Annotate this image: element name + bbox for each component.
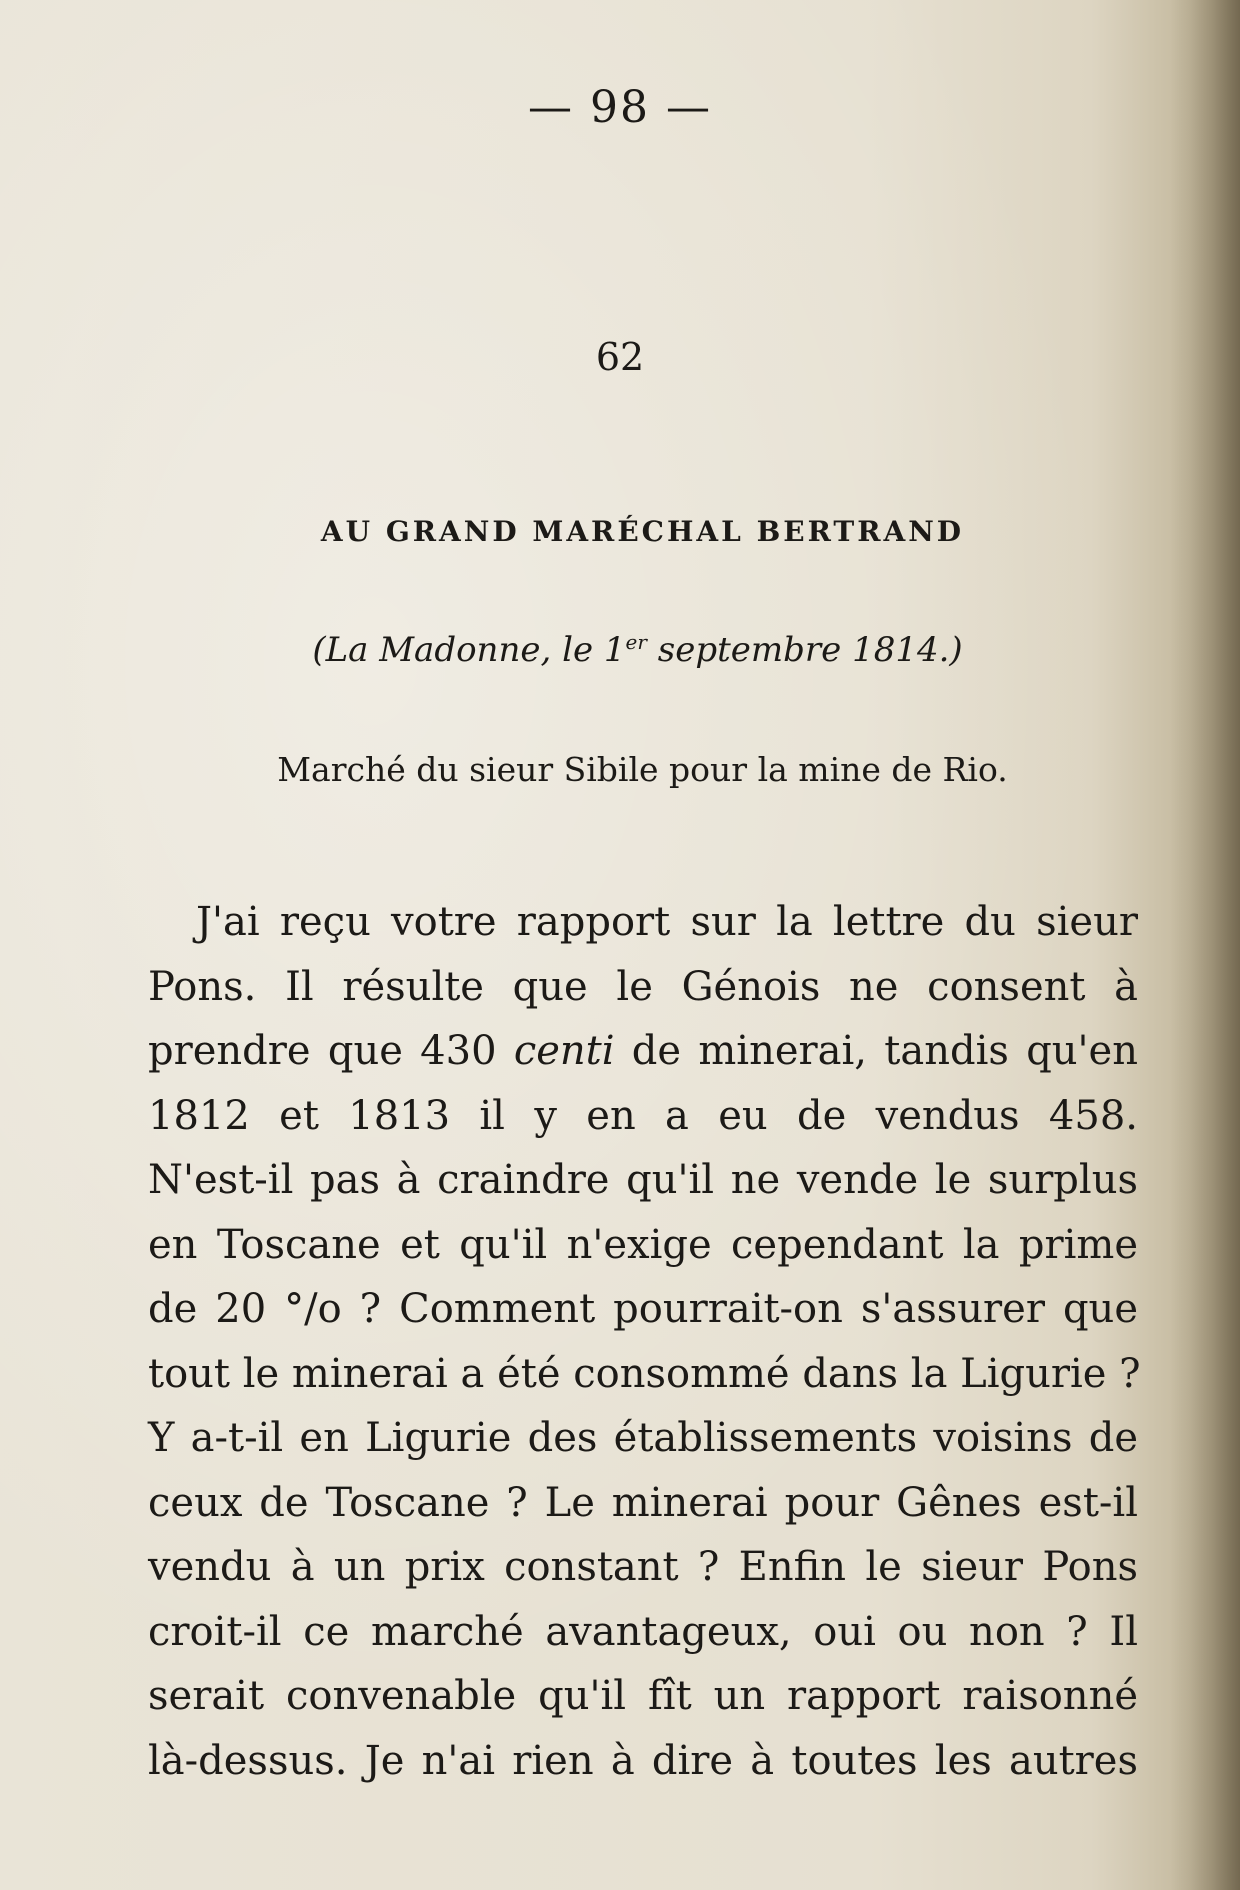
letter-subject: Marché du sieur Sibile pour la mine de Rio. bbox=[277, 750, 1008, 789]
body-line: Y a-t-il en Ligurie des établissements voisins de bbox=[148, 1415, 1138, 1461]
body-line: N'est-il pas à craindre qu'il ne vende le surplus bbox=[148, 1157, 1138, 1203]
letter-dateline bbox=[0, 630, 1240, 670]
letter-body bbox=[148, 890, 1141, 1793]
page-number: — 98 — bbox=[528, 82, 712, 133]
dateline-month-year: septembre 1814. bbox=[657, 630, 950, 670]
body-line: 1812 et 1813 il y en a eu de vendus 458. bbox=[148, 1092, 1138, 1139]
body-line: J'ai reçu votre rapport sur la lettre du sieur bbox=[196, 899, 1138, 945]
dateline-le: le bbox=[562, 630, 594, 670]
italic-word: centi bbox=[513, 1028, 615, 1074]
body-line: croit-il ce marché avantageux, oui ou non ? Il bbox=[148, 1608, 1138, 1655]
body-line: là-dessus. Je n'ai rien à dire à toutes les autres bbox=[148, 1737, 1138, 1784]
body-line: ceux de Toscane ? Le minerai pour Gênes est-il bbox=[148, 1479, 1138, 1526]
dateline-open-paren: ( bbox=[312, 630, 326, 670]
dateline-place: La Madonne, bbox=[325, 630, 552, 670]
body-line: Pons. Il résulte que le Génois ne consent à bbox=[148, 963, 1138, 1010]
letter-addressee: AU GRAND MARÉCHAL BERTRAND bbox=[320, 515, 965, 548]
body-line: de 20 °/o ? Comment pourrait-on s'assurer que bbox=[148, 1286, 1138, 1332]
body-line-part: prendre que 430 bbox=[148, 1028, 514, 1074]
dateline-close-paren: ) bbox=[949, 630, 963, 670]
body-line: en Toscane et qu'il n'exige cependant la prime bbox=[148, 1221, 1138, 1268]
body-line: vendu à un prix constant ? Enfin le sieur Pons bbox=[148, 1544, 1138, 1590]
body-line: serait convenable qu'il fît un rapport raisonné bbox=[148, 1673, 1138, 1719]
page-edge-shadow bbox=[1170, 0, 1240, 1890]
dateline-day-suffix: er bbox=[625, 630, 647, 654]
body-line-part: de minerai, tandis qu'en bbox=[614, 1028, 1138, 1074]
letter-number: 62 bbox=[595, 335, 645, 379]
body-line bbox=[148, 1019, 1138, 1084]
dateline-day: 1 bbox=[603, 630, 626, 670]
body-line: tout le minerai a été consommé dans la Ligurie ? bbox=[148, 1350, 1141, 1397]
